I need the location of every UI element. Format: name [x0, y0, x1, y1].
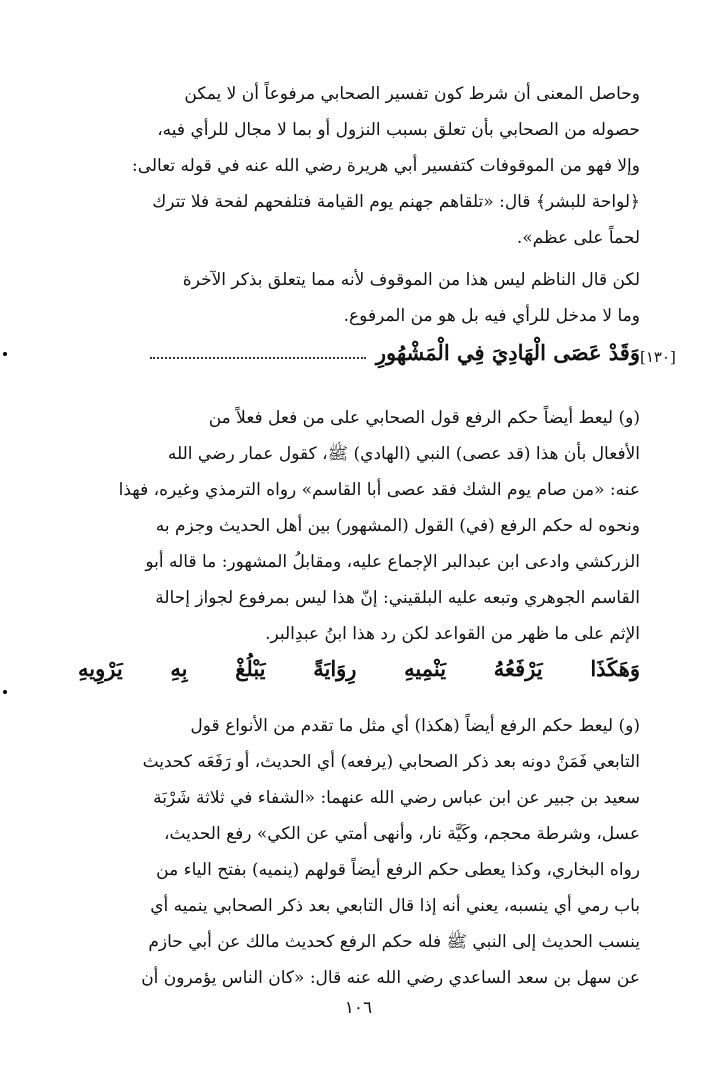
text-line: باب رمي أي ينسبه، يعني أنه إذا قال التابعي بعد ذكر الصحابي ينميه أي — [150, 896, 640, 916]
text-line: سعيد بن جبير عن ابن عباس رضي الله عنهما: «الشفاء في ثلاثة شَرْبَة — [153, 788, 640, 808]
text-line: القاسم الجوهري وتبعه عليه البلقيني: إنّ هذا ليس بمرفوع لجواز إحالة — [155, 588, 640, 608]
text-line: لكن قال الناظم ليس هذا من الموقوف لأنه مما يتعلق بذكر الآخرة — [182, 270, 640, 290]
text-line: الأفعال بأن هذا (قد عصى) النبي (الهادي) ﷺ، كقول عمار رضي الله — [167, 444, 640, 464]
text-line: التابعي فَمَنْ دونه بعد ذكر الصحابي (يرفعه) أي الحديث، أو رَفَعَه كحديث — [142, 752, 640, 772]
margin-mark — [3, 352, 7, 356]
paragraph-objection — [78, 262, 640, 334]
text-line: الإثم على ما ظهر من القواعد لكن رد هذا ابنُ عبدِالبر. — [265, 624, 640, 644]
text-line: ينسب الحديث إلى النبي ﷺ فله حكم الرفع كحديث مالك عن أبي حازم — [148, 932, 640, 952]
text-line: ونحوه له حكم الرفع (في) القول (المشهور) بين أهل الحديث وجزم به — [155, 516, 640, 536]
text-line: (و) ليعط أيضاً حكم الرفع قول الصحابي على من فعل فعلاً من — [208, 408, 640, 428]
text-line: رواه البخاري، وكذا يعطى حكم الرفع أيضاً قولهم (ينميه) بفتح الياء من — [156, 860, 640, 880]
text-line: وحاصل المعنى أن شرط كون تفسير الصحابي مرفوعاً أن لا يمكن — [184, 84, 640, 104]
page-number: ١٠٦ — [344, 998, 373, 1018]
margin-mark — [3, 690, 7, 694]
text-line: ﴿لواحة للبشر﴾ قال: «تلقاهم جهنم يوم القيامة فتلفحهم لفحة فلا تترك — [152, 192, 640, 212]
text-line: وما لا مدخل للرأي فيه بل هو من المرفوع. — [343, 306, 640, 326]
verse-heading — [150, 340, 640, 365]
text-line: لحماً على عظم». — [516, 228, 640, 248]
paragraph-commentary — [78, 400, 640, 652]
verse-text: وَقَدْ عَصَى الْهَادِيَ فِي الْمَشْهُورِ — [375, 340, 640, 365]
text-line: عنه: «من صام يوم الشك فقد عصى أبا القاسم» رواه الترمذي وغيره، فهذا — [118, 480, 640, 500]
text-line: وإلا فهو من الموقوفات كتفسير أبي هريرة رضي الله عنه في قوله تعالى: — [131, 156, 640, 176]
verse-number: [١٣٠] — [640, 348, 676, 366]
text-line: الزركشي وادعى ابن عبدالبر الإجماع عليه، ومقابلُ المشهور: ما قاله أبو — [145, 552, 640, 572]
verse-heading-2: وَهَكَذَا يَرْفَعُهُ يَنْمِيهِ رِوَايَةً يَبْلُغْ بِهِ يَرْوِيهِ — [78, 656, 640, 681]
text-line: عن سهل بن سعد الساعدي رضي الله عنه قال: «كان الناس يؤمرون أن — [141, 968, 640, 988]
text-line: (و) ليعط حكم الرفع أيضاً (هكذا) أي مثل ما تقدم من الأنواع قول — [190, 716, 640, 736]
dotted-leader — [150, 357, 366, 359]
paragraph-commentary-2 — [78, 708, 640, 996]
text-line: حصوله من الصحابي بأن تعلق بسبب النزول أو بما لا مجال للرأي فيه، — [157, 120, 640, 140]
text-line: عسل، وشرطة محجم، وكَيَّة نار، وأنهى أمتي عن الكي» رفع الحديث، — [163, 824, 640, 844]
paragraph-explanation — [78, 76, 640, 256]
